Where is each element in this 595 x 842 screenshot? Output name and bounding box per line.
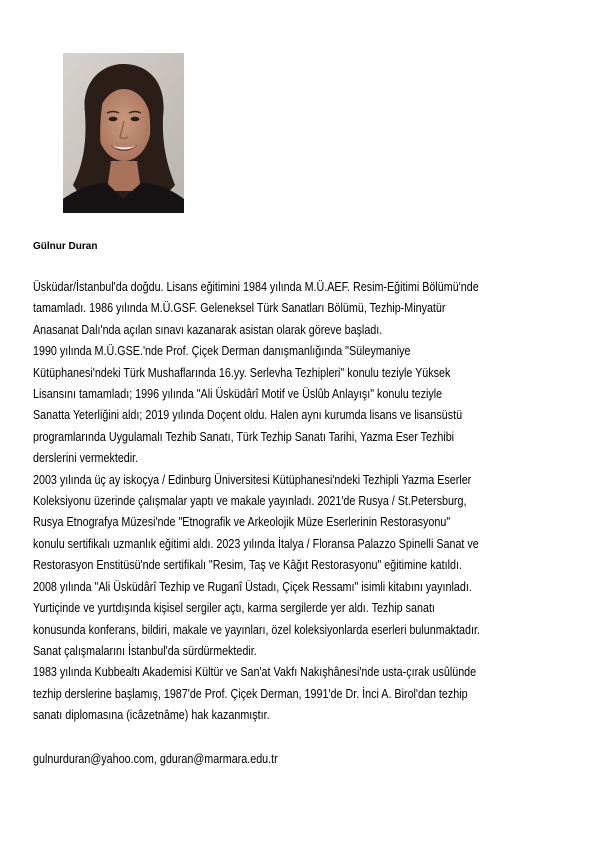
- biography-text: [33, 277, 497, 727]
- bio-line: Üsküdar/İstanbul'da doğdu. Lisans eğitimini 1984 yılında M.Ü.AEF. Resim-Eğitimi Bölümü'nde: [33, 280, 479, 294]
- portrait-photo: [63, 53, 184, 213]
- bio-line: tamamladı. 1986 yılında M.Ü.GSF. Geleneksel Türk Sanatları Bölümü, Tezhip-Minyatür: [33, 301, 446, 316]
- bio-line: Lisansını tamamladı; 1996 yılında "Ali Üsküdârî Motif ve Üslûb Anlayışı" konulu teziyle: [33, 387, 443, 402]
- bio-line: sanatı diplomasına (icâzetnâme) hak kazanmıştır.: [33, 708, 270, 723]
- bio-line: 1983 yılında Kubbealtı Akademisi Kültür ve San'at Vakfı Nakışhânesi'nde usta-çırak usûlünde: [33, 665, 477, 680]
- bio-line: Sanat çalışmalarını İstanbul'da sürdürmektedir.: [33, 643, 257, 658]
- bio-line: derslerini vermektedir.: [33, 451, 139, 466]
- bio-line: 1990 yılında M.Ü.GSE.'nde Prof. Çiçek Derman danışmanlığında "Süleymaniye: [33, 344, 411, 359]
- bio-line: 2003 yılında üç ay iskoçya / Edinburg Üniversitesi Kütüphanesi'ndeki Tezhipli Yazma Eserler: [33, 472, 472, 487]
- bio-line: Rusya Etnografya Müzesi'nde "Etnografik ve Arkeolojik Müze Eserlerinin Restorasyonu": [33, 515, 451, 530]
- bio-line: 2008 yılında "Ali Üsküdârî Tezhip ve Ruganî Üstadı, Çiçek Ressamı" isimli kitabını yayınladı.: [33, 579, 472, 594]
- bio-line: Restorasyon Enstitüsü'nde sertifikalı "Resim, Taş ve Kâğıt Restorasyonu" eğitimine katıldı.: [33, 558, 462, 573]
- bio-line: konulu sertifikalı uzmanlık eğitimi aldı. 2023 yılında İtalya / Floransa Palazzo Spinelli Sanat ve: [33, 536, 479, 551]
- bio-line: Yurtiçinde ve yurtdışında kişisel sergiler açtı, karma sergilerde yer aldı. Tezhip sanatı: [33, 601, 435, 616]
- bio-line: Kütüphanesi'ndeki Türk Mushaflarında 16.yy. Serlevha Tezhipleri" konulu teziyle Yüksek: [33, 365, 451, 380]
- bio-line: Anasanat Dalı'nda açılan sınavı kazanarak asistan olarak göreve başladı.: [33, 322, 383, 337]
- bio-line: tezhip derslerine başlamış, 1987'de Prof. Çiçek Derman, 1991'de Dr. İnci A. Birol'dan tezhip: [33, 686, 468, 701]
- bio-line: Sanatta Yeterliğini aldı; 2019 yılında Doçent oldu. Halen aynı kurumda lisans ve lisansüstü: [33, 408, 463, 423]
- contact-emails: gulnurduran@yahoo.com, gduran@marmara.edu.tr: [33, 752, 278, 766]
- person-name: Gülnur Duran: [33, 241, 98, 252]
- bio-line: programlarında Uygulamalı Tezhib Sanatı, Türk Tezhip Sanatı Tarihi, Yazma Eser Tezhibi: [33, 429, 455, 444]
- bio-line: Koleksiyonu üzerinde çalışmalar yaptı ve makale yayınladı. 2021'de Rusya / St.Petersburg,: [33, 494, 467, 509]
- bio-line: konusunda konferans, bildiri, makale ve yayınları, özel koleksiyonlarda eserleri bulunmaktadır.: [33, 622, 480, 637]
